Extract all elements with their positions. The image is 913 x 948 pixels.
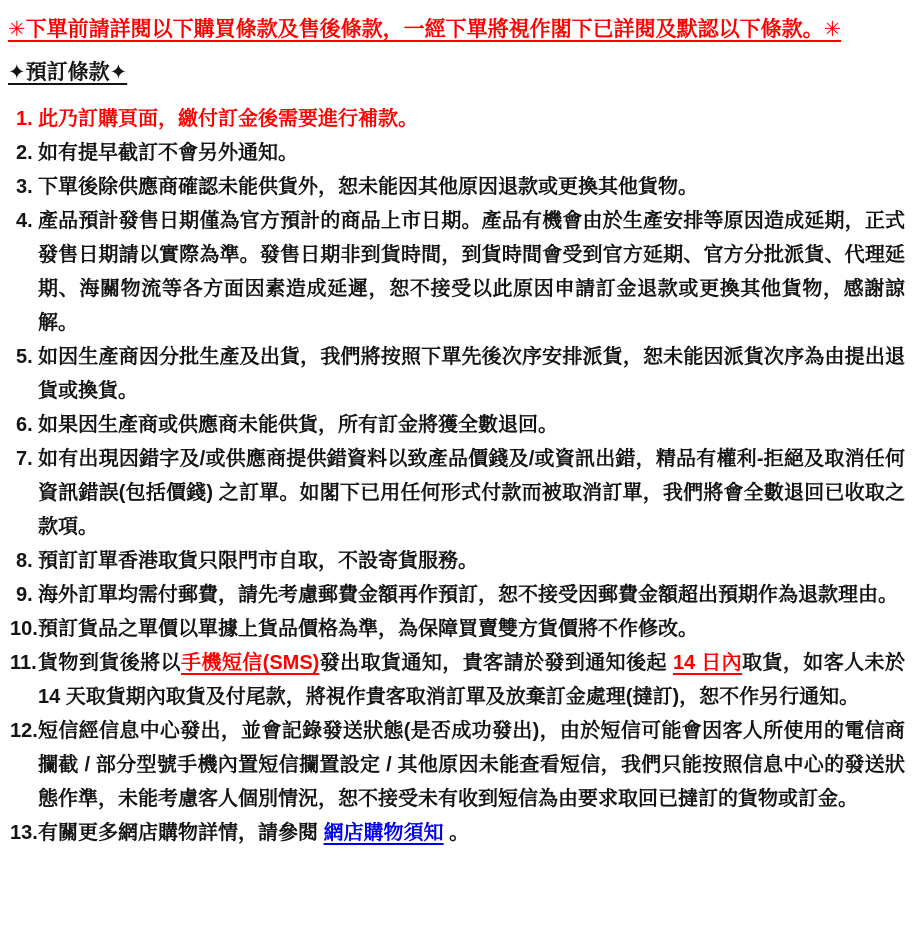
- term-text: [38, 720, 905, 810]
- term-text: [38, 210, 905, 334]
- term-number: 6.: [16, 414, 33, 436]
- term-text: [38, 142, 298, 164]
- terms-list: [8, 102, 905, 850]
- term-item-2: [8, 136, 905, 170]
- term-number: 12.: [10, 720, 38, 742]
- term-number: 9.: [16, 584, 33, 606]
- term-item-11: [8, 646, 905, 714]
- pre-order-warning-header: ✳下單前請詳閱以下購買條款及售後條款，一經下單將視作閣下已詳閱及默認以下條款。✳: [8, 18, 842, 41]
- term-item-5: [8, 340, 905, 408]
- red-underlined-emphasis: 14 日內: [672, 652, 743, 674]
- term-text-segment: 如有提早截訂不會另外通知。: [38, 142, 298, 164]
- term-text: [38, 652, 905, 708]
- term-item-13: [8, 816, 905, 850]
- term-item-10: [8, 612, 905, 646]
- term-text: [38, 448, 905, 538]
- term-number: 5.: [16, 346, 33, 368]
- term-number: 4.: [16, 210, 33, 232]
- term-text-segment: 下單後除供應商確認未能供貨外，恕未能因其他原因退款或更換其他貨物。: [38, 176, 698, 198]
- term-item-4: [8, 204, 905, 340]
- term-text-segment: 產品預計發售日期僅為官方預計的商品上市日期。產品有機會由於生產安排等原因造成延期，正式發售日期請以實際為準。發售日期非到貨時間，到貨時間會受到官方延期、官方分批派貨、代理延期、海關物流等各方面因素造成延遲，恕不接受以此原因申請訂金退款或更換其他貨物，感謝諒解。: [38, 210, 905, 334]
- term-text-segment: 貨物到貨後將以: [38, 652, 181, 674]
- term-text-segment: 預訂訂單香港取貨只限門市自取，不設寄貨服務。: [38, 550, 478, 572]
- term-item-3: [8, 170, 905, 204]
- term-text: [38, 584, 898, 606]
- online-shopping-notice-link[interactable]: 網店購物須知: [323, 822, 444, 844]
- term-number: 2.: [16, 142, 33, 164]
- term-text-segment: 海外訂單均需付郵費，請先考慮郵費金額再作預訂，恕不接受因郵費金額超出預期作為退款理由。: [38, 584, 898, 606]
- term-text-segment: 預訂貨品之單價以單據上貨品價格為準，為保障買賣雙方貨價將不作修改。: [38, 618, 698, 640]
- term-text-segment: 發出取貨通知，貴客請於發到通知後起: [319, 652, 673, 674]
- term-item-12: [8, 714, 905, 816]
- term-text-segment: 短信經信息中心發出，並會記錄發送狀態(是否成功發出)，由於短信可能會因客人所使用的電信商攔截 / 部分型號手機內置短信攔置設定 / 其他原因未能查看短信，我們只能按照信息中心的發送狀態作準，未能考慮客人個別情況，恕不接受未有收到短信為由要求取回已撻訂的貨物或訂金。: [38, 720, 905, 810]
- term-text: [38, 414, 558, 436]
- term-number: 7.: [16, 448, 33, 470]
- term-item-6: [8, 408, 905, 442]
- term-text: [38, 550, 478, 572]
- term-text-segment: 如果因生產商或供應商未能供貨，所有訂金將獲全數退回。: [38, 414, 558, 436]
- term-number: 3.: [16, 176, 33, 198]
- term-text-segment: 如因生產商因分批生產及出貨，我們將按照下單先後次序安排派貨，恕未能因派貨次序為由提出退貨或換貨。: [38, 346, 905, 402]
- red-underlined-emphasis: 手機短信(SMS): [180, 652, 320, 674]
- term-number: 13.: [10, 822, 38, 844]
- term-item-1: [8, 102, 905, 136]
- term-text: [38, 176, 698, 198]
- term-number: 10.: [10, 618, 38, 640]
- section-title-pre-order-terms: ✦預訂條款✦: [8, 61, 128, 84]
- term-item-7: [8, 442, 905, 544]
- term-text-segment: 如有出現因錯字及/或供應商提供錯資料以致產品價錢及/或資訊出錯，精品有權利-拒絕及取消任何資訊錯誤(包括價錢) 之訂單。如閣下已用任何形式付款而被取消訂單，我們將會全數退回已收取之款項。: [38, 448, 905, 538]
- term-number: 11.: [10, 652, 37, 674]
- term-text-segment: 。: [443, 822, 470, 844]
- term-text: [38, 108, 418, 130]
- term-number: 8.: [16, 550, 33, 572]
- term-item-8: [8, 544, 905, 578]
- term-text-segment: 有關更多網店購物詳情，請參閱: [38, 822, 324, 844]
- term-text: [38, 618, 698, 640]
- term-text: [38, 822, 469, 844]
- term-text-segment: 取貨，如客人未於 14 天取貨期內取貨及付尾款，將視作貴客取消訂單及放棄訂金處理(撻訂)，恕不作另行通知。: [38, 652, 905, 708]
- term-item-9: [8, 578, 905, 612]
- term-text: [38, 346, 905, 402]
- term-number: 1.: [16, 108, 33, 130]
- term-text-segment: 此乃訂購頁面，繳付訂金後需要進行補款。: [38, 108, 418, 130]
